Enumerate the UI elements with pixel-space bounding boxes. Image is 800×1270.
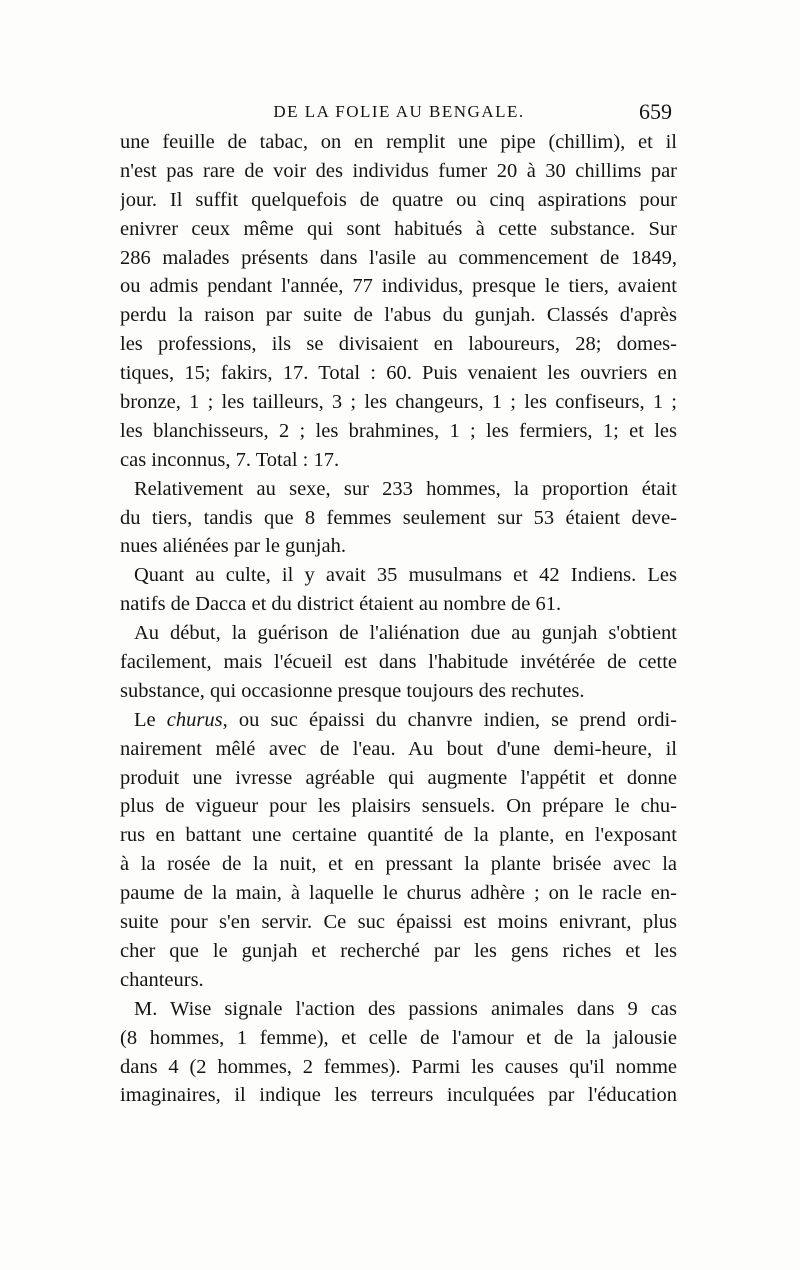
text-line: rus en battant une certaine quantité de la plante, en l'exposant — [120, 824, 677, 847]
text-line: tiques, 15; fakirs, 17. Total : 60. Puis venaient les ouvriers en — [120, 362, 677, 385]
text-line: à la rosée de la nuit, et en pressant la plante brisée avec la — [120, 853, 677, 876]
text-line: suite pour s'en servir. Ce suc épaissi est moins enivrant, plus — [120, 911, 677, 934]
text-line: dans 4 (2 hommes, 2 femmes). Parmi les causes qu'il nomme — [120, 1055, 677, 1078]
text-line: chanteurs. — [120, 968, 204, 991]
text-line: ou admis pendant l'année, 77 individus, presque le tiers, avaient — [120, 275, 677, 298]
text-line: nues aliénées par le gunjah. — [120, 535, 346, 558]
text-segment: , ou suc épaissi du chanvre indien, se prend ordi- — [222, 708, 677, 731]
italic-term: churus — [166, 708, 223, 731]
text-line: natifs de Dacca et du district étaient au nombre de 61. — [120, 593, 562, 616]
text-line: jour. Il suffit quelquefois de quatre ou cinq aspirations pour — [120, 188, 677, 211]
text-line: n'est pas rare de voir des individus fumer 20 à 30 chillims par — [120, 159, 677, 182]
running-title: DE LA FOLIE AU BENGALE. — [273, 102, 525, 121]
text-line: cas inconnus, 7. Total : 17. — [120, 448, 340, 471]
text-line: bronze, 1 ; les tailleurs, 3 ; les changeurs, 1 ; les confiseurs, 1 ; — [120, 391, 677, 414]
text-segment: Le — [134, 708, 167, 731]
page-number: 659 — [639, 99, 672, 124]
text-line: les professions, ils se divisaient en laboureurs, 28; domes- — [120, 333, 677, 356]
text-line: imaginaires, il indique les terreurs inculquées par l'éducation — [120, 1084, 677, 1107]
text-line: plus de vigueur pour les plaisirs sensuels. On prépare le chu- — [120, 795, 677, 818]
text-line: les blanchisseurs, 2 ; les brahmines, 1 ; les fermiers, 1; et les — [120, 419, 677, 442]
text-line: du tiers, tandis que 8 femmes seulement sur 53 étaient deve- — [120, 506, 677, 529]
text-line: cher que le gunjah et recherché par les gens riches et les — [120, 939, 677, 962]
text-line — [120, 706, 677, 735]
text-line: M. Wise signale l'action des passions animales dans 9 cas — [134, 997, 677, 1020]
text-line: paume de la main, à laquelle le churus adhère ; on le racle en- — [120, 882, 677, 905]
text-line: nairement mêlé avec de l'eau. Au bout d'une demi-heure, il — [120, 737, 677, 760]
text-line: perdu la raison par suite de l'abus du gunjah. Classés d'après — [120, 304, 677, 327]
text-line: substance, qui occasionne presque toujours des rechutes. — [120, 679, 585, 702]
text-line: produit une ivresse agréable qui augmente l'appétit et donne — [120, 766, 677, 789]
text-line: facilement, mais l'écueil est dans l'habitude invétérée de cette — [120, 651, 677, 674]
text-line: Relativement au sexe, sur 233 hommes, la proportion était — [134, 477, 677, 500]
text-line: une feuille de tabac, on en remplit une pipe (chillim), et il — [120, 131, 677, 153]
text-line: 286 malades présents dans l'asile au commencement de 1849, — [120, 246, 677, 269]
text-line: (8 hommes, 1 femme), et celle de l'amour et de la jalousie — [120, 1026, 677, 1049]
text-line: Quant au culte, il y avait 35 musulmans et 42 Indiens. Les — [134, 564, 677, 587]
running-head — [118, 97, 680, 127]
text-line: Au début, la guérison de l'aliénation due au gunjah s'obtient — [134, 622, 677, 645]
text-line: enivrer ceux même qui sont habitués à cette substance. Sur — [120, 217, 677, 240]
body-text — [120, 128, 677, 1110]
